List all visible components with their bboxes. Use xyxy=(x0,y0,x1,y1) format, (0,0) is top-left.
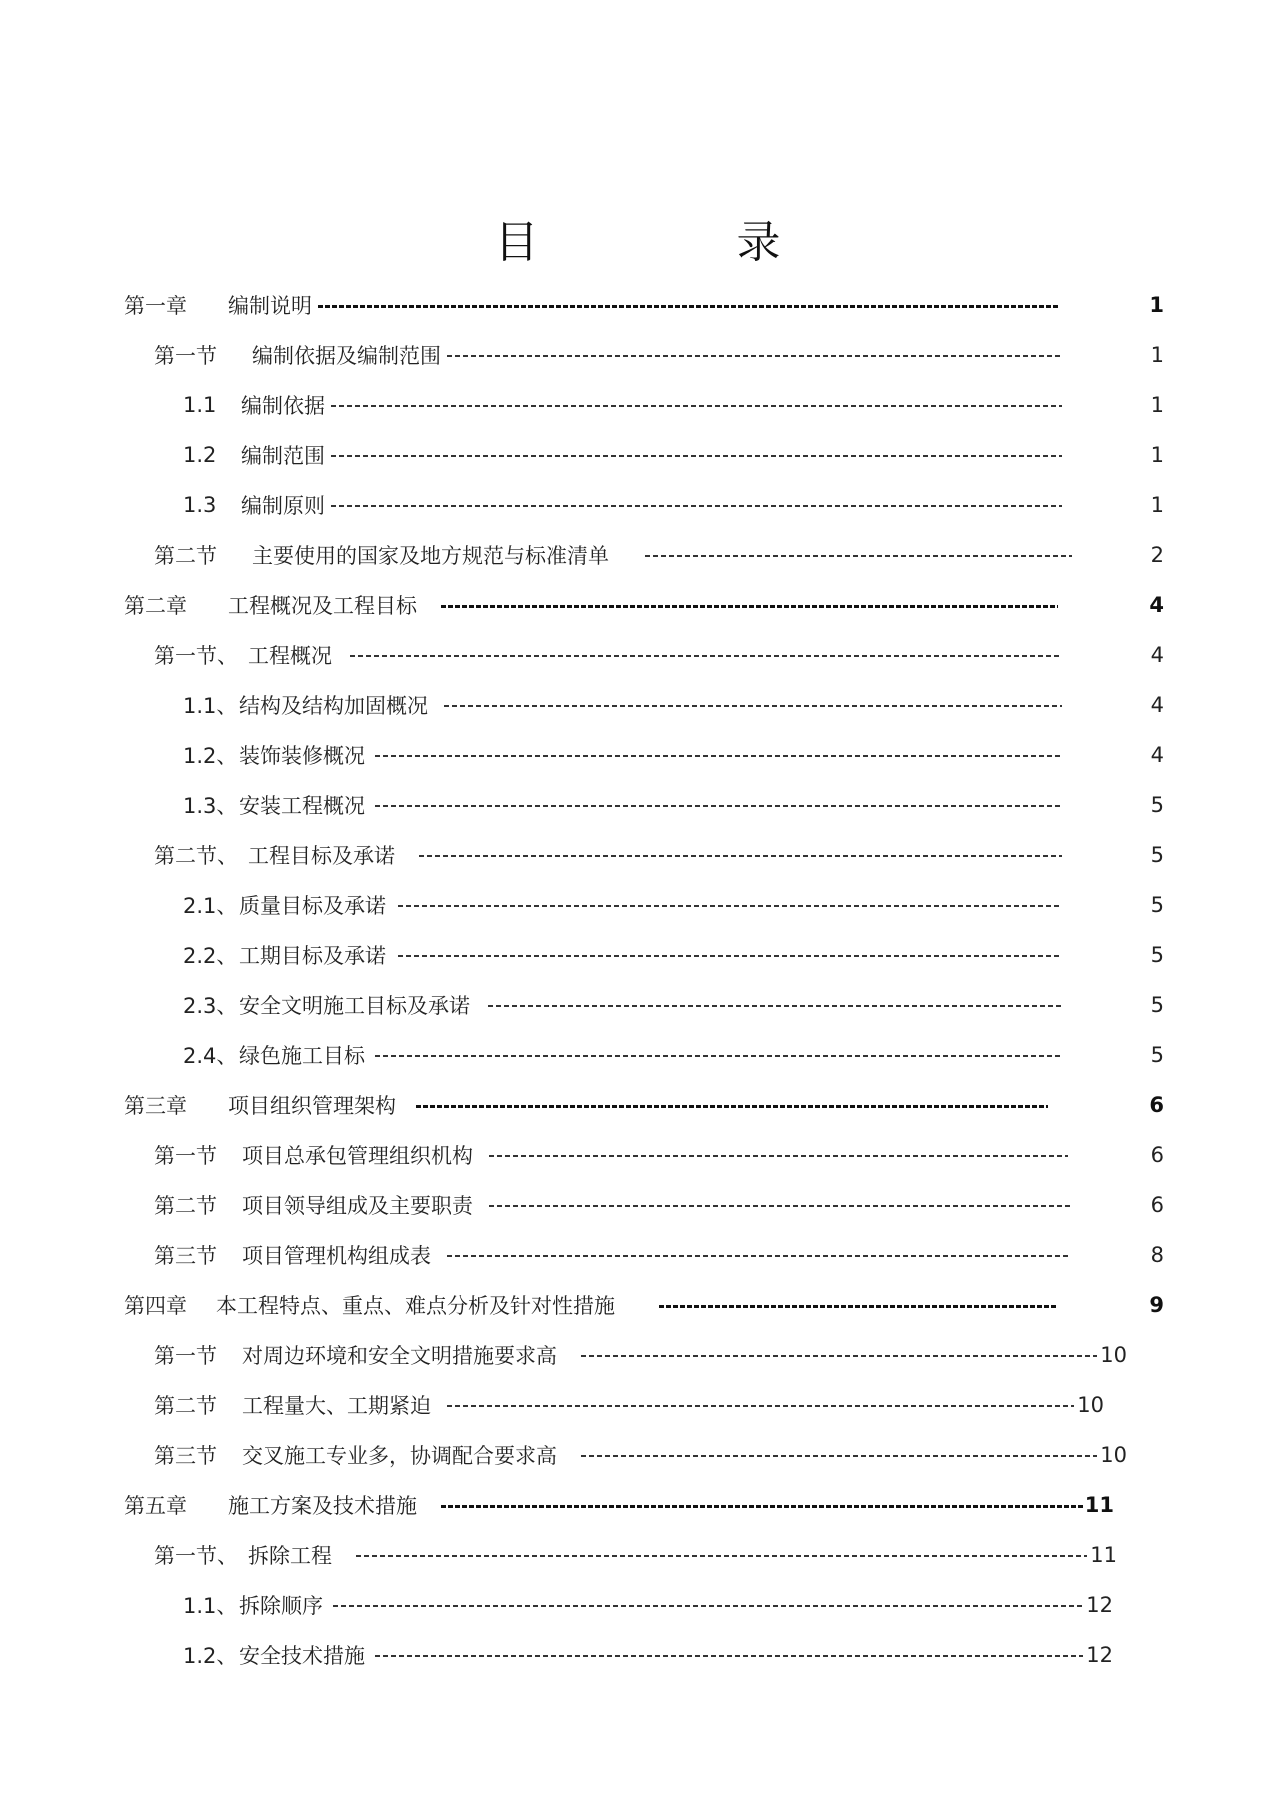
dot-leader xyxy=(441,1505,1084,1508)
toc-entry[interactable] xyxy=(183,740,1164,770)
dot-leader xyxy=(447,355,1062,357)
dot-leader xyxy=(398,955,1062,957)
toc-entry[interactable] xyxy=(154,1340,1127,1370)
toc-entry-label: 交叉施工专业多，协调配合要求高 xyxy=(242,1444,557,1468)
dot-leader xyxy=(659,1305,1058,1308)
toc-entry[interactable] xyxy=(154,1240,1164,1270)
toc-entry-number: 第一节、 xyxy=(154,1544,238,1568)
toc-entry-number: 1.1、 xyxy=(183,694,238,718)
dot-leader xyxy=(375,805,1062,807)
toc-entry-label: 工程概况及工程目标 xyxy=(228,594,417,618)
toc-entry-label: 编制依据 xyxy=(241,394,325,418)
toc-entry[interactable] xyxy=(183,390,1164,420)
dot-leader xyxy=(375,1655,1083,1657)
toc-entry-number: 第一章 xyxy=(124,294,187,318)
toc-entry-label: 编制依据及编制范围 xyxy=(252,344,441,368)
toc-entry-number: 2.4、 xyxy=(183,1044,238,1068)
toc-entry-label: 编制原则 xyxy=(241,494,325,518)
toc-entry-page: 1 xyxy=(1150,493,1164,517)
toc-entry-number: 2.2、 xyxy=(183,944,238,968)
toc-entry-number: 1.1、 xyxy=(183,1594,238,1618)
toc-entry-label: 主要使用的国家及地方规范与标准清单 xyxy=(252,544,609,568)
toc-entry[interactable] xyxy=(154,1190,1164,1220)
toc-entry-page: 5 xyxy=(1150,993,1164,1017)
toc-entry-page: 8 xyxy=(1150,1243,1164,1267)
dot-leader xyxy=(419,855,1062,857)
toc-entry[interactable] xyxy=(124,1290,1164,1320)
toc-entry-page: 12 xyxy=(1086,1643,1113,1667)
dot-leader xyxy=(318,305,1058,308)
toc-entry[interactable] xyxy=(124,1090,1164,1120)
dot-leader xyxy=(331,405,1062,407)
toc-entry-number: 第一节、 xyxy=(154,644,238,668)
toc-entry-number: 第三节 xyxy=(154,1444,217,1468)
toc-entry-page: 6 xyxy=(1150,1143,1164,1167)
toc-entry-label: 工期目标及承诺 xyxy=(239,944,386,968)
toc-entry[interactable] xyxy=(154,640,1164,670)
toc-entry-number: 第二节 xyxy=(154,1394,217,1418)
toc-entry-number: 1.2 xyxy=(183,443,217,467)
toc-entry-number: 第二节、 xyxy=(154,844,238,868)
toc-entry[interactable] xyxy=(124,290,1164,320)
page-title: 目 录 xyxy=(494,217,873,268)
toc-entry-number: 第二节 xyxy=(154,544,217,568)
toc-entry-label: 施工方案及技术措施 xyxy=(228,1494,417,1518)
toc-entry[interactable] xyxy=(183,490,1164,520)
toc-entry[interactable] xyxy=(183,990,1164,1020)
toc-entry[interactable] xyxy=(154,840,1164,870)
dot-leader xyxy=(416,1105,1048,1108)
toc-entry-number: 1.2、 xyxy=(183,1644,238,1668)
toc-entry-number: 第四章 xyxy=(124,1294,187,1318)
dot-leader xyxy=(489,1155,1068,1157)
toc-entry-number: 1.3 xyxy=(183,493,217,517)
dot-leader xyxy=(398,905,1062,907)
toc-entry-page: 4 xyxy=(1150,693,1164,717)
dot-leader xyxy=(447,1255,1068,1257)
toc-entry-page: 4 xyxy=(1150,643,1164,667)
toc-entry-page: 9 xyxy=(1149,1293,1164,1317)
toc-entry-page: 11 xyxy=(1084,1493,1114,1517)
toc-entry-number: 第三节 xyxy=(154,1244,217,1268)
dot-leader xyxy=(331,455,1062,457)
toc-entry-page: 5 xyxy=(1150,793,1164,817)
dot-leader xyxy=(375,755,1062,757)
toc-entry-page: 1 xyxy=(1150,343,1164,367)
toc-entry-page: 6 xyxy=(1149,1093,1164,1117)
dot-leader xyxy=(441,605,1058,608)
toc-entry-number: 第一节 xyxy=(154,1144,217,1168)
toc-entry[interactable] xyxy=(183,1640,1113,1670)
toc-entry-label: 项目组织管理架构 xyxy=(228,1094,396,1118)
toc-entry[interactable] xyxy=(154,1140,1164,1170)
dot-leader xyxy=(331,505,1062,507)
toc-entry-label: 装饰装修概况 xyxy=(239,744,365,768)
toc-entry[interactable] xyxy=(183,940,1164,970)
toc-entry[interactable] xyxy=(183,790,1164,820)
toc-entry-page: 1 xyxy=(1150,393,1164,417)
toc-entry[interactable] xyxy=(154,1540,1117,1570)
toc-entry-label: 项目总承包管理组织机构 xyxy=(242,1144,473,1168)
toc-entry-label: 质量目标及承诺 xyxy=(239,894,386,918)
toc-entry-label: 编制说明 xyxy=(228,294,312,318)
toc-entry-label: 工程目标及承诺 xyxy=(248,844,395,868)
dot-leader xyxy=(447,1405,1074,1407)
toc-entry-page: 1 xyxy=(1149,293,1164,317)
toc-entry-label: 本工程特点、重点、难点分析及针对性措施 xyxy=(216,1294,615,1318)
toc-entry-label: 工程量大、工期紧迫 xyxy=(242,1394,431,1418)
toc-entry[interactable] xyxy=(124,1490,1114,1520)
toc-entry-number: 1.1 xyxy=(183,393,217,417)
dot-leader xyxy=(581,1455,1097,1457)
dot-leader xyxy=(581,1355,1097,1357)
toc-entry-label: 安全技术措施 xyxy=(239,1644,365,1668)
toc-entry-label: 安全文明施工目标及承诺 xyxy=(239,994,470,1018)
toc-entry-page: 10 xyxy=(1077,1393,1104,1417)
toc-entry[interactable] xyxy=(154,1440,1127,1470)
toc-entry-page: 4 xyxy=(1149,593,1164,617)
toc-entry-label: 拆除顺序 xyxy=(239,1594,323,1618)
toc-entry-number: 第三章 xyxy=(124,1094,187,1118)
toc-entry-number: 1.2、 xyxy=(183,744,238,768)
toc-entry[interactable] xyxy=(183,690,1164,720)
toc-entry-page: 5 xyxy=(1150,893,1164,917)
dot-leader xyxy=(444,705,1062,707)
toc-entry-page: 10 xyxy=(1100,1343,1127,1367)
dot-leader xyxy=(645,555,1072,557)
toc-entry-label: 编制范围 xyxy=(241,444,325,468)
toc-entry-number: 第二章 xyxy=(124,594,187,618)
toc-entry-label: 工程概况 xyxy=(248,644,332,668)
toc-entry[interactable] xyxy=(183,890,1164,920)
toc-entry-page: 4 xyxy=(1150,743,1164,767)
toc-entry[interactable] xyxy=(183,1040,1164,1070)
dot-leader xyxy=(489,1205,1072,1207)
dot-leader xyxy=(375,1055,1062,1057)
dot-leader xyxy=(350,655,1062,657)
toc-entry-number: 第二节 xyxy=(154,1194,217,1218)
toc-entry[interactable] xyxy=(124,590,1164,620)
toc-entry-label: 绿色施工目标 xyxy=(239,1044,365,1068)
toc-entry-label: 项目领导组成及主要职责 xyxy=(242,1194,473,1218)
toc-entry-label: 安装工程概况 xyxy=(239,794,365,818)
toc-entry-page: 2 xyxy=(1150,543,1164,567)
toc-entry-number: 第一节 xyxy=(154,344,217,368)
toc-entry-page: 1 xyxy=(1150,443,1164,467)
toc-entry-label: 结构及结构加固概况 xyxy=(239,694,428,718)
dot-leader xyxy=(356,1555,1087,1557)
toc-entry-page: 5 xyxy=(1150,943,1164,967)
toc-entry-page: 5 xyxy=(1150,1043,1164,1067)
toc-entry[interactable] xyxy=(183,1590,1113,1620)
toc-entry[interactable] xyxy=(154,340,1164,370)
toc-entry-page: 6 xyxy=(1150,1193,1164,1217)
toc-entry[interactable] xyxy=(183,440,1164,470)
dot-leader xyxy=(333,1605,1083,1607)
toc-entry-number: 第五章 xyxy=(124,1494,187,1518)
toc-entry-number: 1.3、 xyxy=(183,794,238,818)
toc-entry-number: 2.3、 xyxy=(183,994,238,1018)
toc-entry[interactable] xyxy=(154,1390,1104,1420)
dot-leader xyxy=(488,1005,1062,1007)
toc-entry[interactable] xyxy=(154,540,1164,570)
toc-entry-page: 11 xyxy=(1090,1543,1117,1567)
toc-entry-page: 12 xyxy=(1086,1593,1113,1617)
toc-entry-label: 拆除工程 xyxy=(248,1544,332,1568)
toc-entry-page: 5 xyxy=(1150,843,1164,867)
toc-entry-label: 项目管理机构组成表 xyxy=(242,1244,431,1268)
toc-entry-number: 第一节 xyxy=(154,1344,217,1368)
toc-entry-page: 10 xyxy=(1100,1443,1127,1467)
toc-entry-number: 2.1、 xyxy=(183,894,238,918)
toc-entry-label: 对周边环境和安全文明措施要求高 xyxy=(242,1344,557,1368)
